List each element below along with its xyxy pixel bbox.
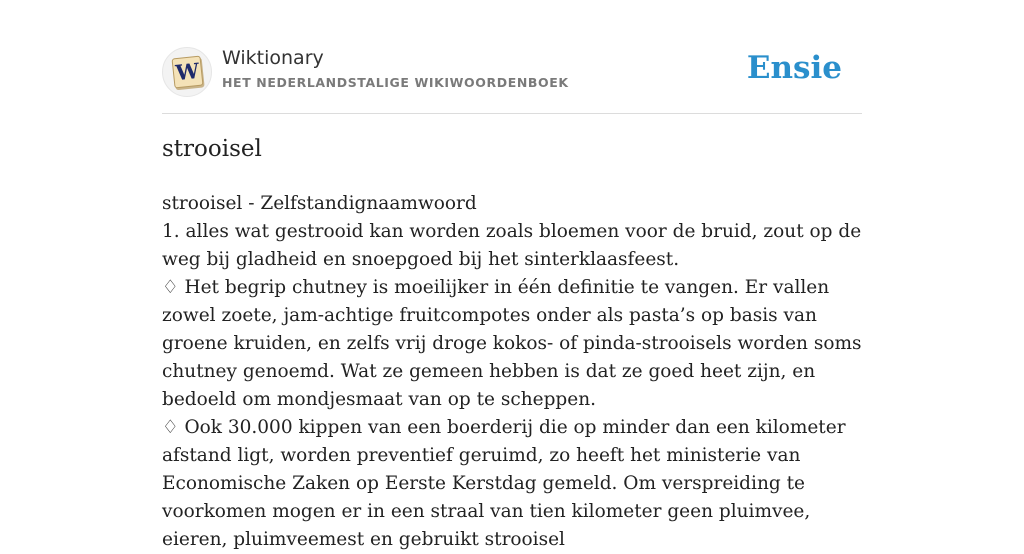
site-tagline: HET NEDERLANDSTALIGE WIKIWOORDENBOEK bbox=[222, 75, 569, 90]
example-sentence: ♢ Ook 30.000 kippen van een boerderij die op minder dan een kilometer afstand ligt, worden preventief geruimd, zo heeft het ministerie van Economische Zaken op Eerste Kerstdag gemeld. Om verspreiding te voorkomen mogen er in een straal van tien kilometer geen pluimvee, eieren, pluimveemest en gebruikt strooisel bbox=[162, 417, 846, 550]
page-title: strooisel bbox=[162, 136, 262, 162]
ensie-brand-logo[interactable]: Ensie bbox=[746, 50, 842, 86]
header-divider bbox=[162, 113, 862, 114]
word-class-line: strooisel - Zelfstandignaamwoord bbox=[162, 193, 477, 214]
entry-body bbox=[162, 190, 874, 554]
definition-text: 1. alles wat gestrooid kan worden zoals bloemen voor de bruid, zout op de weg bij gladheid en snoepgoed bij het sinterklaasfeest. bbox=[162, 221, 862, 270]
site-name[interactable]: Wiktionary bbox=[222, 47, 324, 69]
wiktionary-tile-icon: W bbox=[172, 56, 204, 89]
example-sentence: ♢ Het begrip chutney is moeilijker in één definitie te vangen. Er vallen zowel zoete, jam-achtige fruitcompotes onder als pasta’s op basis van groene kruiden, en zelfs vrij droge kokos- of pinda-strooisels worden soms chutney genoemd. Wat ze gemeen hebben is dat ze goed heet zijn, en bedoeld om mondjesmaat van op te scheppen. bbox=[162, 277, 862, 410]
site-header bbox=[162, 44, 862, 100]
wiktionary-logo[interactable] bbox=[162, 47, 212, 97]
